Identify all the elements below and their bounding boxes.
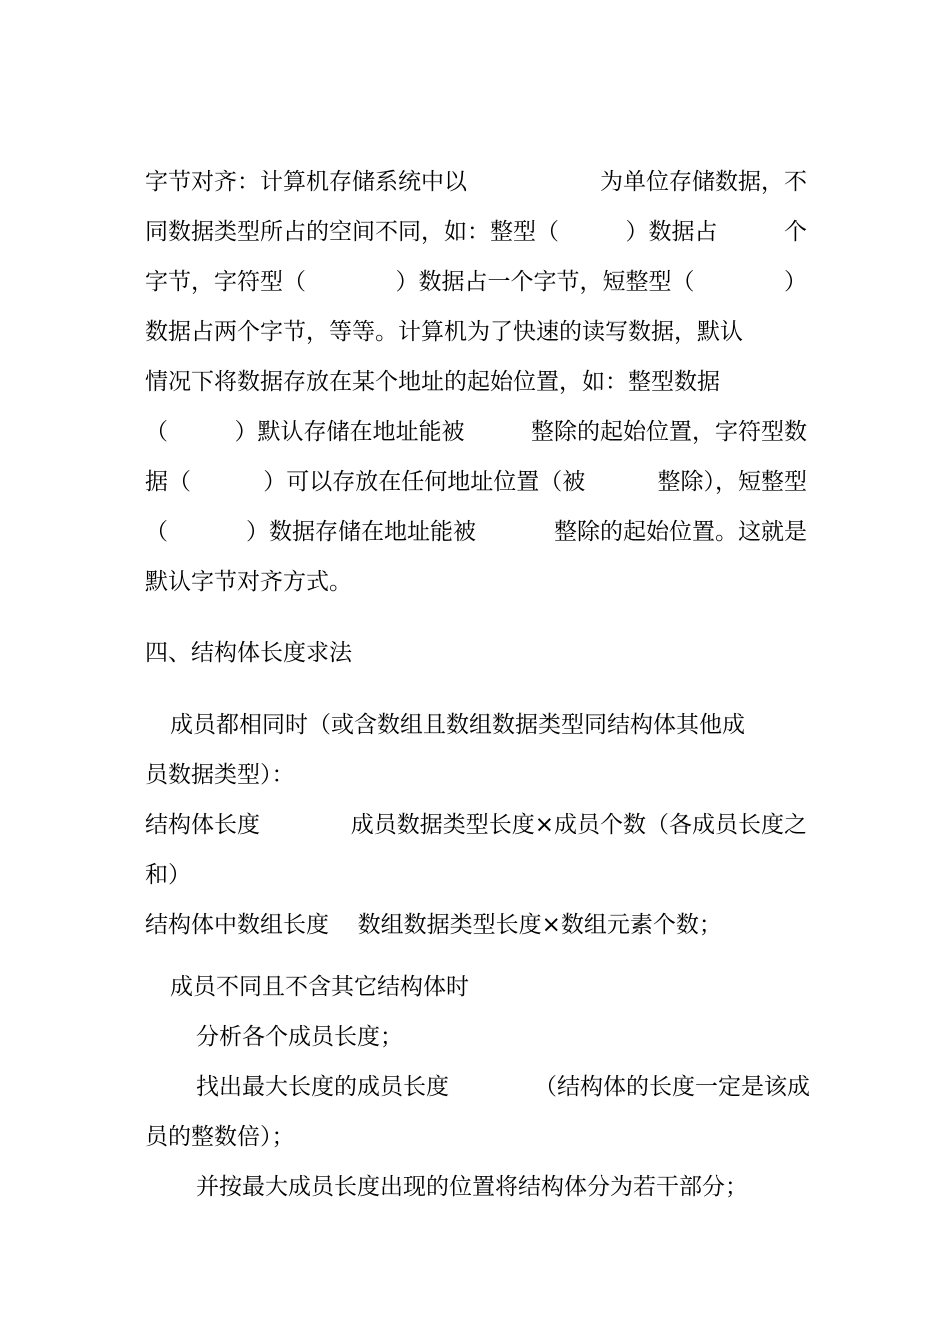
paragraph-line <box>145 367 807 397</box>
text-segment: 默认字节对齐方式。 <box>145 569 352 595</box>
paragraph-line <box>145 167 807 197</box>
text-segment: 情况下将数据存放在某个地址的起始位置，如：整型数据 <box>145 369 720 395</box>
text-segment: ）默认存储在地址能被 <box>234 419 465 445</box>
text-segment: ） <box>784 269 807 295</box>
text-segment: （ <box>145 419 168 445</box>
text-segment: ）数据占 <box>625 219 718 245</box>
text-segment: 找出最大长度的成员长度 <box>196 1074 449 1100</box>
formula-line <box>145 810 807 840</box>
text-segment: 为单位存储数据，不 <box>600 169 807 195</box>
section-heading: 四、结构体长度求法 <box>145 640 352 666</box>
subsection-title: 成员不同且不含其它结构体时 <box>170 974 469 1000</box>
text-segment: （ <box>145 519 168 545</box>
formula-expression: 数组数据类型长度×数组元素个数； <box>357 912 722 938</box>
formula-term: 结构体长度 <box>145 812 260 838</box>
paragraph-line <box>145 417 807 447</box>
step-line <box>196 1072 810 1102</box>
paragraph-line <box>145 467 807 497</box>
text-segment: 整除的起始位置。这就是 <box>554 519 807 545</box>
paragraph-line <box>145 317 807 347</box>
paragraph-line <box>145 217 807 247</box>
subsection-line: 员数据类型）： <box>145 762 295 788</box>
text-segment: 整除的起始位置，字符型数 <box>531 419 807 445</box>
text-segment: 据（ <box>145 469 191 495</box>
step-line: 员的整数倍）； <box>145 1124 295 1150</box>
text-segment: 字节对齐：计算机存储系统中以 <box>145 169 467 195</box>
text-segment: （结构体的长度一定是该成 <box>534 1074 810 1100</box>
text-segment: 数据占两个字节，等等。计算机为了快速的读写数据，默认 <box>145 319 743 345</box>
paragraph-line <box>145 267 807 297</box>
text-segment: 同数据类型所占的空间不同，如：整型（ <box>145 219 559 245</box>
subsection-line: 成员都相同时（或含数组且数组数据类型同结构体其他成 <box>170 712 745 738</box>
text-segment: 整除），短整型 <box>657 469 807 495</box>
formula-term: 结构体中数组长度 <box>145 912 329 938</box>
step-line: 并按最大成员长度出现的位置将结构体分为若干部分； <box>196 1174 748 1200</box>
formula-expression: 成员数据类型长度×成员个数（各成员长度之 <box>350 812 807 838</box>
formula-line <box>145 910 807 940</box>
text-segment: ）数据存储在地址能被 <box>246 519 476 545</box>
paragraph-line <box>145 567 807 597</box>
text-segment: 个 <box>784 219 807 245</box>
text-segment: ）数据占一个字节，短整型（ <box>395 269 695 295</box>
text-segment: ）可以存放在任何地址位置（被 <box>263 469 586 495</box>
text-segment: 字节，字符型（ <box>145 269 306 295</box>
step-line: 分析各个成员长度； <box>196 1024 403 1050</box>
formula-line: 和） <box>145 862 191 888</box>
paragraph-line <box>145 517 807 547</box>
